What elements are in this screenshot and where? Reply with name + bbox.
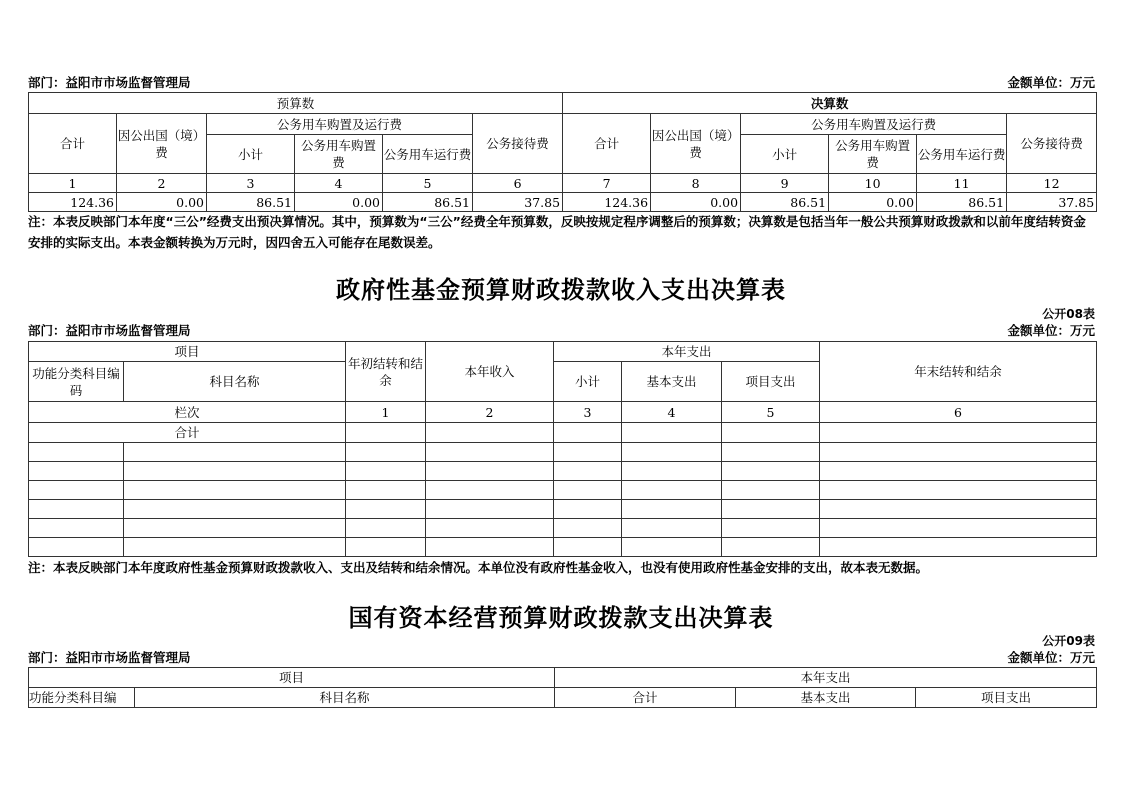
t1-note: 注：本表反映部门本年度“三公”经费支出预决算情况。其中，预算数为“三公”经费全年预算数，反映按规定程序调整后的预算数；决算数是包括当年一般公共预算财政拨款和以前年度结转资金安排的实际支出。本表金额转换为万元时，因四舍五入可能存在尾数误差。 [28, 214, 1086, 250]
t2-table-code: 公开08表 [1042, 307, 1095, 321]
value-cell: 86.51 [741, 193, 829, 212]
t3-amount-unit: 金额单位：万元 [1007, 650, 1095, 665]
col-number: 2 [426, 402, 554, 423]
value-cell: 124.36 [29, 193, 117, 212]
final-total-header: 合计 [563, 114, 651, 174]
t2-subject-header: 科目名称 [124, 362, 346, 402]
t3-department: 部门：益阳市市场监督管理局 [28, 650, 191, 665]
value-cell: 0.00 [295, 193, 383, 212]
t2-basic-header: 基本支出 [622, 362, 722, 402]
final-abroad-header: 因公出国（境）费 [651, 114, 741, 174]
col-number: 1 [346, 402, 426, 423]
value-cell: 86.51 [383, 193, 473, 212]
col-number: 9 [741, 174, 829, 193]
final-car-group-header: 公务用车购置及运行费 [741, 114, 1007, 135]
col-number: 2 [117, 174, 207, 193]
budget-header: 预算数 [29, 93, 563, 114]
col-number: 5 [383, 174, 473, 193]
col-number: 6 [820, 402, 1097, 423]
final-header: 决算数 [563, 93, 1097, 114]
final-car-run-header: 公务用车运行费 [917, 135, 1007, 174]
t2-item-header: 项目 [29, 342, 346, 362]
t2-expense-header: 本年支出 [554, 342, 820, 362]
budget-car-subtotal-header: 小计 [207, 135, 295, 174]
t2-end-balance-header: 年末结转和结余 [820, 342, 1097, 402]
t2-begin-balance-header: 年初结转和结余 [346, 342, 426, 402]
value-cell: 86.51 [917, 193, 1007, 212]
col-number: 4 [622, 402, 722, 423]
three-public-expense-table [28, 92, 1097, 212]
table-row [29, 443, 1097, 462]
col-number: 5 [722, 402, 820, 423]
t2-note: 注：本表反映部门本年度政府性基金预算财政拨款收入、支出及结转和结余情况。本单位没有政府性基金收入，也没有使用政府性基金安排的支出，故本表无数据。 [28, 560, 929, 575]
col-number: 10 [829, 174, 917, 193]
state-capital-table [28, 667, 1097, 708]
table-row [29, 500, 1097, 519]
col-number: 1 [29, 174, 117, 193]
t3-item-header: 项目 [29, 668, 555, 688]
col-number: 8 [651, 174, 741, 193]
t3-expense-header: 本年支出 [555, 668, 1097, 688]
final-car-buy-header: 公务用车购置费 [829, 135, 917, 174]
col-number: 3 [207, 174, 295, 193]
t2-row-label: 栏次 [29, 402, 346, 423]
t3-table-code: 公开09表 [1042, 634, 1095, 648]
value-cell: 0.00 [651, 193, 741, 212]
t3-title: 国有资本经营预算财政拨款支出决算表 [348, 604, 774, 632]
t2-project-header: 项目支出 [722, 362, 820, 402]
t3-total-header: 合计 [555, 688, 736, 708]
budget-total-header: 合计 [29, 114, 117, 174]
table-row [29, 462, 1097, 481]
t2-amount-unit: 金额单位：万元 [1007, 323, 1095, 338]
t3-func-code-header: 功能分类科目编 [29, 688, 135, 708]
budget-abroad-header: 因公出国（境）费 [117, 114, 207, 174]
col-number: 3 [554, 402, 622, 423]
t2-total-label: 合计 [29, 423, 346, 443]
value-cell: 124.36 [563, 193, 651, 212]
value-cell: 0.00 [829, 193, 917, 212]
final-reception-header: 公务接待费 [1007, 114, 1097, 174]
value-cell: 37.85 [473, 193, 563, 212]
budget-reception-header: 公务接待费 [473, 114, 563, 174]
final-car-subtotal-header: 小计 [741, 135, 829, 174]
value-cell: 0.00 [117, 193, 207, 212]
t2-func-code-header: 功能分类科目编码 [29, 362, 124, 402]
value-cell: 37.85 [1007, 193, 1097, 212]
t2-subtotal-header: 小计 [554, 362, 622, 402]
table-row [29, 481, 1097, 500]
t2-title: 政府性基金预算财政拨款收入支出决算表 [336, 276, 786, 304]
col-number: 7 [563, 174, 651, 193]
table-row [29, 538, 1097, 557]
col-number: 4 [295, 174, 383, 193]
t1-amount-unit: 金额单位：万元 [1007, 75, 1095, 90]
t3-subject-header: 科目名称 [135, 688, 555, 708]
col-number: 11 [917, 174, 1007, 193]
t2-income-header: 本年收入 [426, 342, 554, 402]
table-row [29, 519, 1097, 538]
budget-car-run-header: 公务用车运行费 [383, 135, 473, 174]
t3-project-header: 项目支出 [916, 688, 1097, 708]
budget-car-group-header: 公务用车购置及运行费 [207, 114, 473, 135]
value-cell: 86.51 [207, 193, 295, 212]
col-number: 6 [473, 174, 563, 193]
t2-department: 部门：益阳市市场监督管理局 [28, 323, 191, 338]
t3-basic-header: 基本支出 [736, 688, 916, 708]
col-number: 12 [1007, 174, 1097, 193]
government-fund-table [28, 341, 1097, 557]
budget-car-buy-header: 公务用车购置费 [295, 135, 383, 174]
t1-department: 部门：益阳市市场监督管理局 [28, 75, 191, 90]
